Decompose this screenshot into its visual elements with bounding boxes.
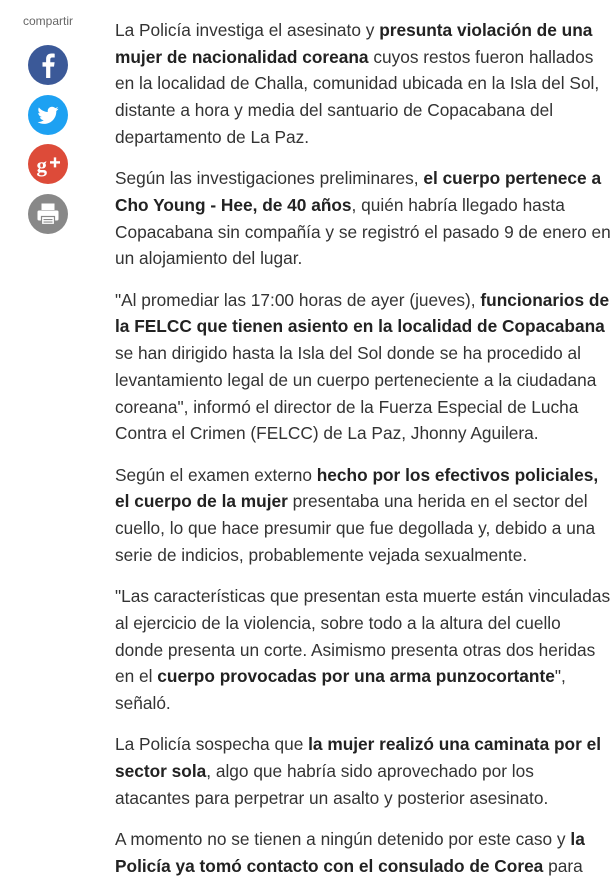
paragraph-highlight: la Policía ya tomó contacto con el consulado de Corea: [115, 829, 585, 876]
article-paragraph: [115, 826, 611, 879]
paragraph-text: Según el examen externo: [115, 464, 317, 485]
paragraph-text: Según las investigaciones preliminares,: [115, 168, 424, 189]
paragraph-highlight: el cuerpo pertenece a Cho Young - Hee, de 40 años: [115, 168, 602, 215]
twitter-icon: [28, 95, 68, 135]
paragraph-text: "Las características que presentan esta muerte están vinculadas al ejercicio de la violencia, sobre todo a la altura del cuello donde presenta un corte. Asimismo presenta otras dos heridas en el: [115, 586, 611, 687]
svg-text:g: g: [36, 153, 47, 177]
facebook-icon: [28, 45, 68, 85]
paragraph-highlight: presunta violación de una mujer de nacionalidad coreana: [115, 20, 593, 67]
article-paragraph: [115, 165, 611, 272]
paragraph-text: , algo que habría sido aprovechado por los atacantes para perpetrar un asalto y posterior asesinato.: [115, 761, 549, 808]
paragraph-highlight: cuerpo provocadas por una arma punzocortante: [157, 666, 555, 687]
article-paragraph: [115, 731, 611, 811]
paragraph-text: La Policía investiga el asesinato y: [115, 20, 380, 40]
share-label: compartir: [22, 14, 73, 28]
paragraph-text: ", señaló.: [115, 666, 566, 713]
paragraph-highlight: la mujer realizó una caminata por el sector sola: [115, 734, 602, 782]
article-paragraph: [115, 462, 611, 569]
paragraph-text: presentaba una herida en el sector del cuello, lo que hace presumir que fue degollada y, debido a una serie de indicios, probablemente vejada sexualmente.: [115, 491, 596, 565]
google-plus-icon: [28, 144, 68, 184]
article-paragraph: [115, 287, 611, 447]
printer-icon: [28, 194, 68, 234]
paragraph-text: cuyos restos fueron hallados en la localidad de Challa, comunidad ubicada en la Isla del Sol, distante a hora y media del santuario de Copacabana del departamento de La Paz.: [115, 46, 600, 147]
article-paragraph: [115, 17, 611, 151]
paragraph-text: "Al promediar las 17:00 horas de ayer (jueves),: [115, 289, 481, 310]
print-button[interactable]: [28, 194, 68, 234]
google-plus-share-button[interactable]: [28, 144, 68, 184]
facebook-share-button[interactable]: [28, 45, 68, 85]
paragraph-highlight: funcionarios de la FELCC que tienen asiento en la localidad de Copacabana: [115, 289, 610, 337]
paragraph-text: La Policía sospecha que: [115, 734, 309, 755]
paragraph-text: para: [543, 855, 583, 876]
paragraph-text: , quién habría llegado hasta Copacabana sin compañía y se registró el pasado 9 de enero en un alojamiento del lugar.: [115, 194, 611, 269]
article-body: [115, 17, 611, 894]
twitter-share-button[interactable]: [28, 95, 68, 135]
paragraph-text: A momento no se tienen a ningún detenido por este caso y: [115, 829, 571, 850]
paragraph-text: se han dirigido hasta la Isla del Sol donde se ha procedido al levantamiento legal de un cuerpo perteneciente a la ciudadana coreana", informó el director de la Fuerza Especial de Lucha Contra el Crimen (FELCC) de La Paz, Jhonny Aguilera.: [115, 343, 597, 444]
article-paragraph: [115, 583, 611, 717]
paragraph-highlight: hecho por los efectivos policiales, el cuerpo de la mujer: [115, 464, 599, 512]
